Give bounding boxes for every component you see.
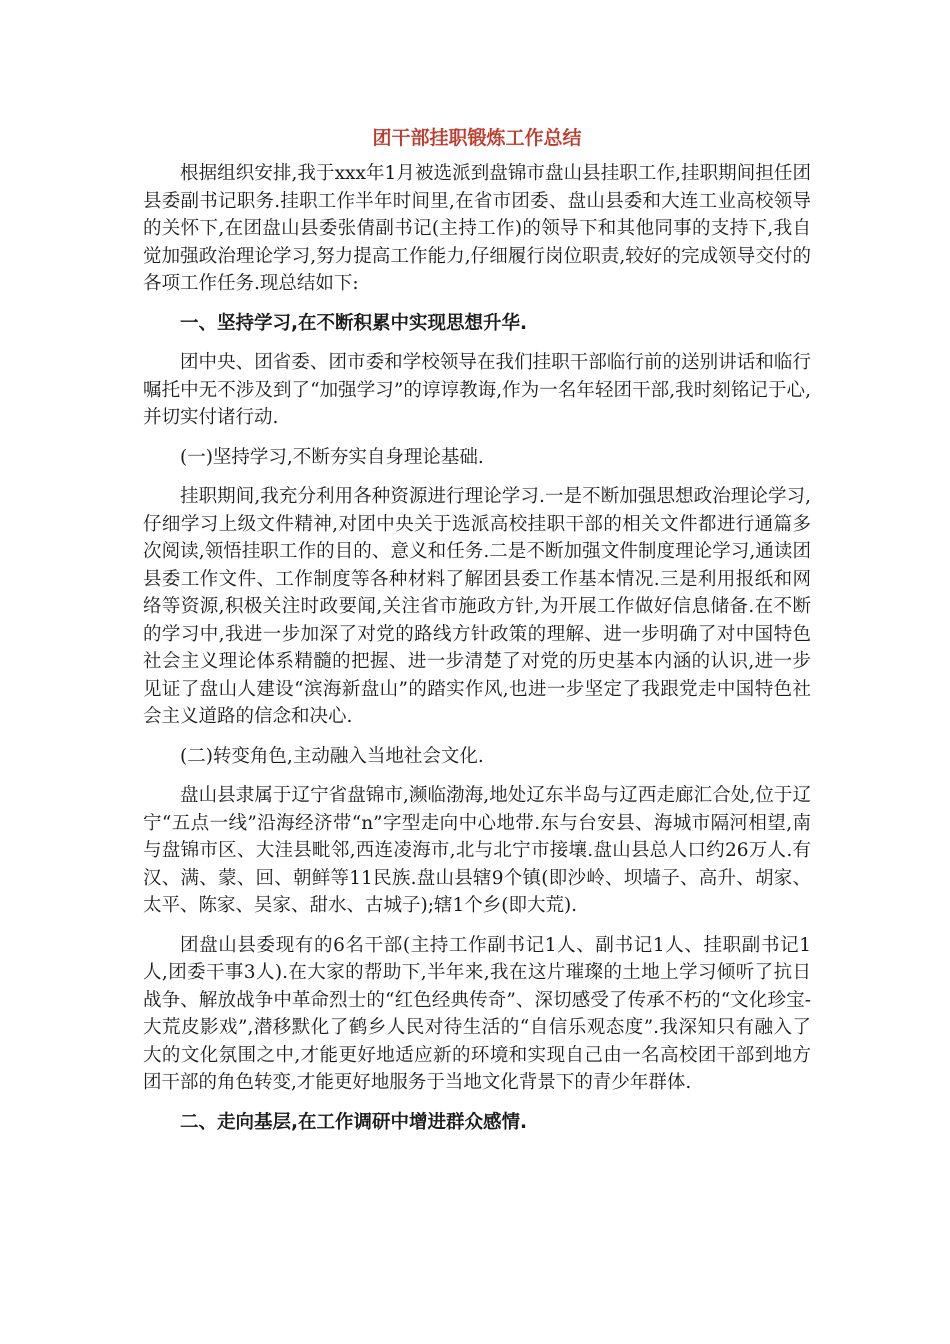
document-page (143, 118, 811, 1148)
subsection-heading-2: (二)转变角色,主动融入当地社会文化. (180, 745, 484, 767)
subsection-2-paragraph-1: 盘山县隶属于辽宁省盘锦市,濒临渤海,地处辽东半岛与辽西走廊汇合处,位于辽宁“五点一线”沿海经济带“n”字型走向中心地带.东与台安县、海城市隔河相望,南与盘锦市区、大洼县毗邻,西连凌海市,北与北宁市接壤.盘山县总人口约26万人.有汉、满、蒙、回、朝鲜等11民族.盘山县辖9个镇(即沙岭、坝墙子、高升、胡家、太平、陈家、吴家、甜水、古城子);辖1个乡(即大荒). (143, 785, 811, 916)
section-heading-1: 一、坚持学习,在不断积累中实现思想升华. (180, 312, 528, 334)
section-heading-2: 二、走向基层,在工作调研中增进群众感情. (180, 1111, 528, 1133)
subsection-heading-1: (一)坚持学习,不断夯实自身理论基础. (180, 446, 484, 468)
subsection-2-paragraph-2: 团盘山县委现有的6名干部(主持工作副书记1人、副书记1人、挂职副书记1人,团委干事3人).在大家的帮助下,半年来,我在这片璀璨的土地上学习倾听了抗日战争、解放战争中革命烈士的“红色经典传奇”、深切感受了传承不朽的“文化珍宝-大荒皮影戏”,潜移默化了鹤乡人民对待生活的“自信乐观态度”.我深知只有融入了大的文化氛围之中,才能更好地适应新的环境和实现自己由一名高校团干部到地方团干部的角色转变,才能更好地服务于当地文化背景下的青少年群体. (143, 934, 811, 1093)
document-title: 团干部挂职锻炼工作总结 (372, 127, 582, 149)
subsection-1-paragraph: 挂职期间,我充分利用各种资源进行理论学习.一是不断加强思想政治理论学习,仔细学习上级文件精神,对团中央关于选派高校挂职干部的相关文件都进行通篇多次阅读,领悟挂职工作的目的、意义和任务.二是不断加强文件制度理论学习,通读团县委工作文件、工作制度等各种材料了解团县委工作基本情况.三是利用报纸和网络等资源,积极关注时政要闻,关注省市施政方针,为开展工作做好信息储备.在不断的学习中,我进一步加深了对党的路线方针政策的理解、进一步明确了对中国特色社会主义理论体系精髓的把握、进一步清楚了对党的历史基本内涵的认识,进一步见证了盘山人建设“滨海新盘山”的踏实作风,也进一步坚定了我跟党走中国特色社会主义道路的信念和决心. (143, 486, 811, 727)
intro-paragraph: 根据组织安排,我于xxx年1月被选派到盘锦市盘山县挂职工作,挂职期间担任团县委副书记职务.挂职工作半年时间里,在省市团委、盘山县委和大连工业高校领导的关怀下,在团盘山县委张倩副书记(主持工作)的领导下和其他同事的支持下,我自觉加强政治理论学习,努力提高工作能力,仔细履行岗位职责,较好的完成领导交付的各项工作任务.现总结如下: (143, 163, 811, 294)
section-1-paragraph: 团中央、团省委、团市委和学校领导在我们挂职干部临行前的送别讲话和临行嘱托中无不涉及到了“加强学习”的谆谆教诲,作为一名年轻团干部,我时刻铭记于心,并切实付诸行动. (143, 352, 811, 428)
